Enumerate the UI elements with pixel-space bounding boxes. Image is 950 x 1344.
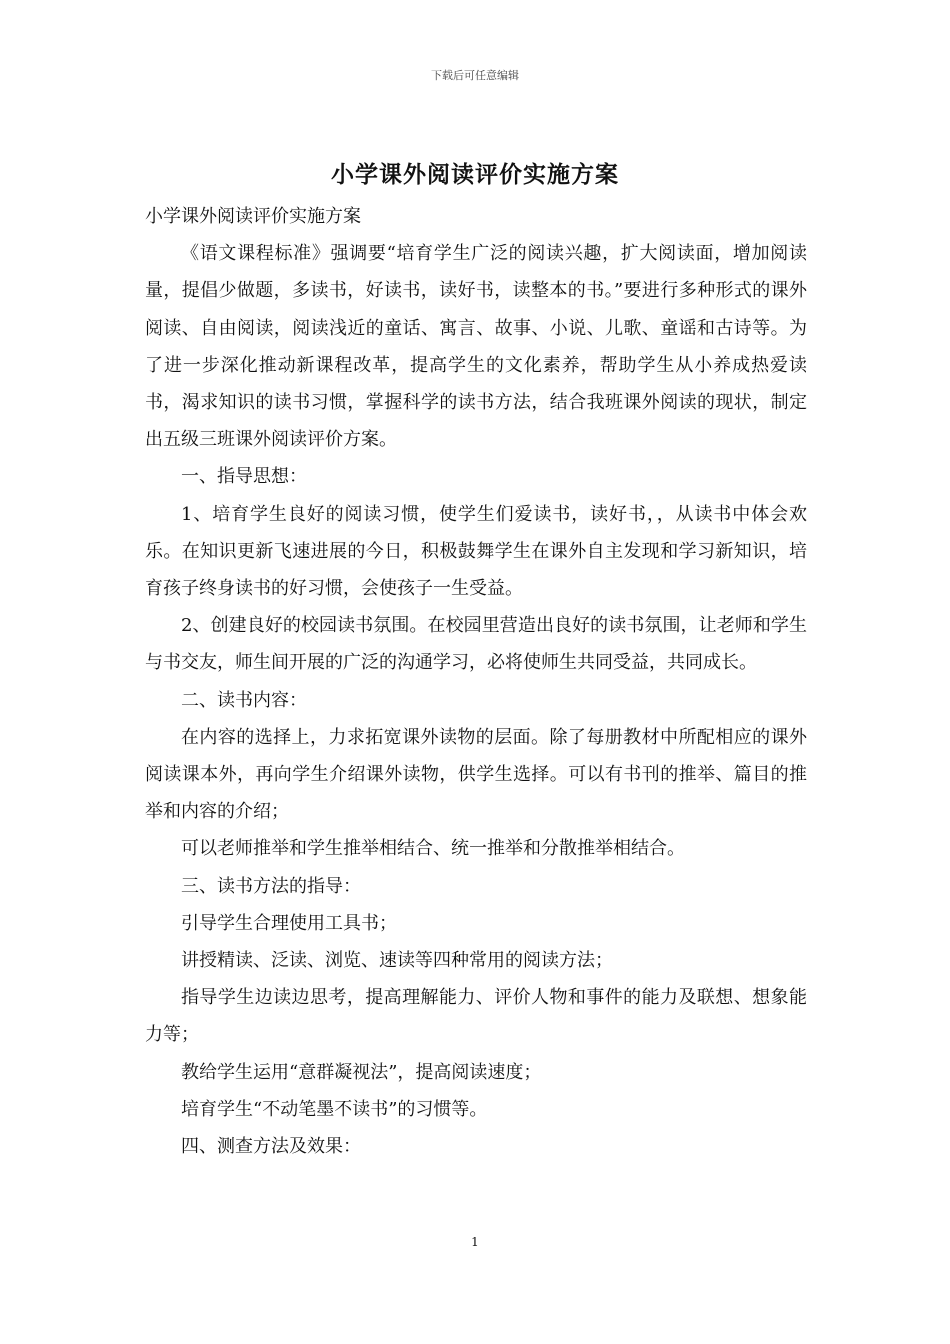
paragraph: 可以老师推举和学生推举相结合、统一推举和分散推举相结合。 (181, 838, 685, 860)
paragraph: 1、培育学生良好的阅读习惯，使学生们爱读书，读好书，，从读书中体会欢乐。在知识更新飞速进展的今日，积极鼓舞学生在课外自主发现和学习新知识，培育孩子终身读书的好习惯，会使孩子一生受益。 (145, 503, 807, 600)
paragraph: 讲授精读、泛读、浏览、速读等四种常用的阅读方法； (181, 950, 613, 972)
paragraph: 四、测查方法及效果： (181, 1136, 361, 1158)
paragraph: 教给学生运用“意群凝视法”，提高阅读速度； (181, 1061, 542, 1083)
document-body (145, 198, 807, 1165)
paragraph: 引导学生合理使用工具书； (181, 912, 397, 934)
paragraph: 在内容的选择上，力求拓宽课外读物的层面。除了每册教材中所配相应的课外阅读课本外，再向学生介绍课外读物，供学生选择。可以有书刊的推举、篇目的推举和内容的介绍； (145, 726, 807, 823)
paragraph: 一、指导思想： (181, 466, 307, 488)
header-note: 下载后可任意编辑 (431, 69, 519, 82)
paragraph: 2、创建良好的校园读书氛围。在校园里营造出良好的读书氛围，让老师和学生与书交友，师生间开展的广泛的沟通学习，必将使师生共同受益，共同成长。 (145, 615, 807, 674)
paragraph: 培育学生“不动笔墨不读书”的习惯等。 (181, 1098, 488, 1120)
paragraph: 小学课外阅读评价实施方案 (145, 206, 361, 227)
paragraph: 《语文课程标准》强调要“培育学生广泛的阅读兴趣，扩大阅读面，增加阅读量，提倡少做题，多读书，好读书，读好书，读整本的书。”要进行多种形式的课外阅读、自由阅读，阅读浅近的童话、寓言、故事、小说、儿歌、童谣和古诗等。为了进一步深化推动新课程改革，提高学生的文化素养，帮助学生从小养成热爱读书，渴求知识的读书习惯，掌握科学的读书方法，结合我班课外阅读的现状，制定出五级三班课外阅读评价方案。 (145, 243, 807, 451)
paragraph: 三、读书方法的指导： (181, 875, 361, 897)
page-number: 1 (471, 1235, 479, 1249)
paragraph: 二、读书内容： (181, 689, 307, 711)
paragraph: 指导学生边读边思考，提高理解能力、评价人物和事件的能力及联想、想象能力等； (145, 987, 807, 1046)
document-title: 小学课外阅读评价实施方案 (331, 161, 619, 188)
